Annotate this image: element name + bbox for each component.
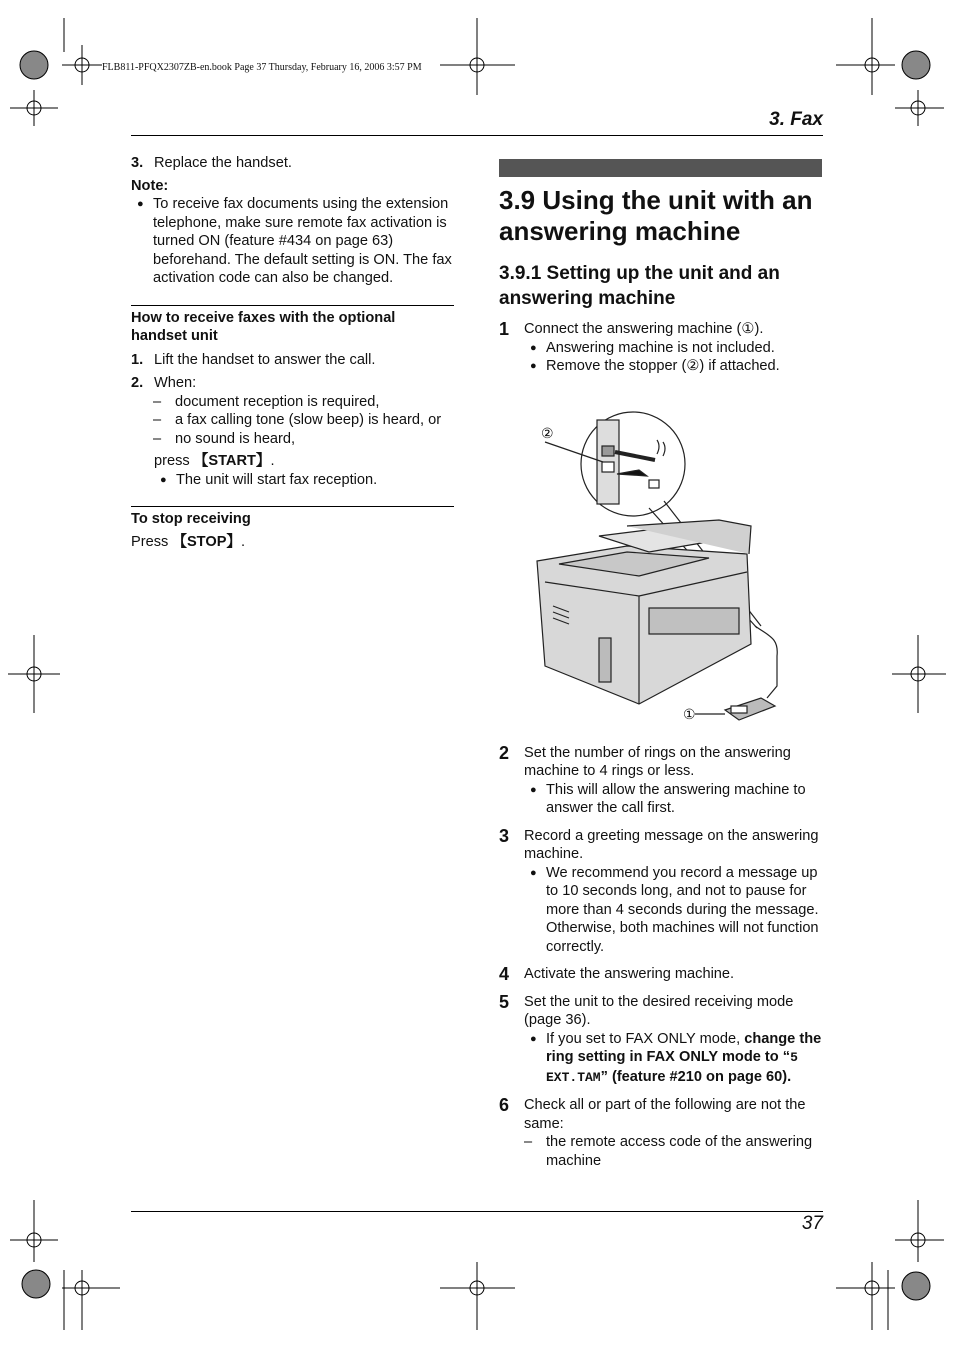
bullet-icon: ●	[530, 783, 537, 796]
press-start-line	[131, 452, 454, 471]
step-4	[499, 965, 822, 984]
dash-item: – a fax calling tone (slow beep) is heard, or	[153, 412, 442, 428]
dash-item: – document reception is required,	[153, 393, 380, 410]
bullet-text: Remove the stopper (②) if attached.	[546, 358, 780, 374]
dash-item: – the remote access code of the answering machine	[524, 1133, 822, 1170]
display-code: 5 EXT.TAM	[546, 1050, 798, 1085]
bullet-icon: ●	[137, 198, 144, 210]
step-text: When:	[154, 375, 197, 391]
bullet-bold-1: change the ring setting in FAX ONLY mode to “	[546, 1030, 822, 1065]
step-6	[499, 1096, 822, 1133]
step-number: 2.	[131, 375, 144, 391]
book-info-line: FLB811-PFQX2307ZB-en.book Page 37 Thursday, February 16, 2006 3:57 PM	[102, 62, 422, 73]
bullet	[524, 864, 822, 957]
opt-step-2	[131, 374, 454, 393]
right-column	[499, 159, 822, 1170]
section-rule	[131, 506, 454, 507]
page-number: 37	[801, 1213, 823, 1234]
step-text: Record a greeting message on the answering machine.	[524, 827, 819, 862]
left-column	[131, 154, 454, 551]
bullet-prefix: If you set to FAX ONLY mode,	[546, 1030, 745, 1047]
step-text: Set the unit to the desired receiving mode (page 36).	[524, 993, 794, 1028]
step-number: 5	[499, 991, 510, 1012]
callout-1-label: ①	[683, 705, 696, 722]
bullet-icon: ●	[530, 866, 537, 879]
bullet-text: Answering machine is not included.	[546, 339, 775, 356]
dash-text: the remote access code of the answering machine	[546, 1134, 813, 1169]
callout-2-label: ②	[541, 424, 554, 441]
step-3	[131, 154, 454, 173]
section-rule	[131, 305, 454, 306]
section-bar	[499, 159, 822, 177]
dash-text: no sound is heard,	[175, 430, 296, 447]
bullet-text	[546, 1030, 822, 1088]
note-text: To receive fax documents using the extension telephone, make sure remote fax activation is turned ON (feature #434 on page 63) beforehand. The default setting is ON. The fax activation code can also be changed.	[153, 196, 452, 286]
press-stop-line	[131, 533, 454, 552]
stop-receiving-heading: To stop receiving	[131, 511, 251, 527]
bullet	[524, 781, 822, 818]
fax-machine-drawing	[499, 376, 822, 744]
step-number: 1.	[131, 351, 144, 368]
step-1	[499, 320, 822, 339]
start-bullet	[131, 471, 454, 490]
step-number: 3.	[131, 155, 144, 171]
bullet-icon: ●	[530, 341, 537, 354]
bullet-icon: ●	[160, 473, 167, 486]
step-text: Set the number of rings on the answering machine to 4 rings or less.	[524, 744, 791, 779]
step-number: 3	[499, 825, 510, 846]
bullet-bold-2: ” (feature #210 on page 60).	[600, 1068, 792, 1085]
press-prefix: press	[154, 453, 194, 469]
step-number: 2	[499, 742, 510, 763]
stop-prefix: Press	[131, 533, 173, 550]
step-2	[499, 744, 822, 781]
bullet-text: We recommend you record a message up to 10 seconds long, and not to pause for more than 4 seconds during the message. Otherwise, both machines will not function correctly.	[546, 864, 819, 955]
bullet-text: The unit will start fax reception.	[176, 471, 378, 488]
note-label: Note:	[131, 177, 169, 194]
stop-key: 【STOP】	[172, 533, 242, 550]
start-key: 【START】	[193, 453, 271, 469]
bullet-icon: ●	[530, 360, 537, 372]
bullet	[524, 339, 822, 358]
step-text: Check all or part of the following are not the same:	[524, 1097, 806, 1132]
step-text: Activate the answering machine.	[524, 966, 735, 982]
step-number: 6	[499, 1095, 510, 1115]
note-bullet	[131, 195, 454, 288]
step-3	[499, 827, 822, 864]
dash-text: a fax calling tone (slow beep) is heard, or	[175, 412, 442, 428]
bullet-icon: ●	[530, 1032, 537, 1045]
opt-step-1	[131, 351, 454, 370]
section-header: 3. Fax	[769, 109, 823, 130]
section-title: 3.9 Using the unit with an answering machine	[499, 185, 813, 246]
optional-handset-heading: How to receive faxes with the optional handset unit	[131, 309, 396, 344]
subsection-title: 3.9.1 Setting up the unit and an answering machine	[499, 263, 780, 309]
bullet	[524, 1030, 822, 1088]
bullet	[524, 357, 822, 376]
step-text: Replace the handset.	[154, 155, 292, 171]
press-suffix: .	[270, 453, 275, 469]
step-text: Connect the answering machine (①).	[524, 321, 764, 337]
header-rule	[131, 135, 823, 136]
footer-rule	[131, 1211, 823, 1212]
dash-item: – no sound is heard,	[153, 430, 296, 447]
dash-text: document reception is required,	[175, 393, 380, 410]
step-5	[499, 993, 822, 1030]
stop-suffix: .	[241, 533, 246, 550]
step-number: 4	[499, 964, 510, 984]
step-text: Lift the handset to answer the call.	[154, 351, 376, 368]
bullet-text: This will allow the answering machine to answer the call first.	[546, 781, 806, 816]
step-number: 1	[499, 319, 510, 339]
connection-illustration	[499, 376, 822, 744]
